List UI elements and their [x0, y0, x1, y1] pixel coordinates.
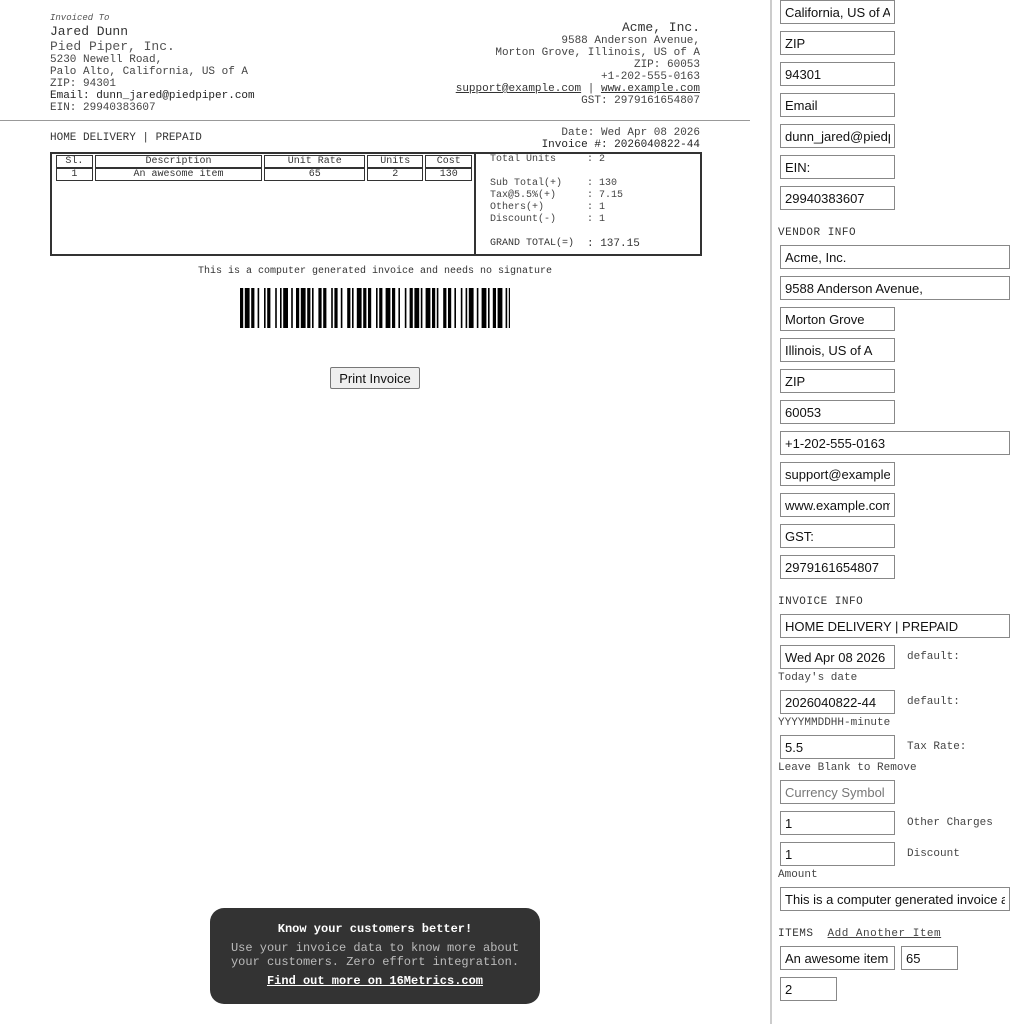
cell-description: An awesome item [95, 168, 263, 181]
col-header-sl: Sl. [56, 155, 93, 168]
grand-total-label: GRAND TOTAL(=) [490, 238, 575, 249]
buyer-address: 5230 Newell Road, [50, 54, 163, 66]
promo-text-2: your customers. Zero effort integration. [230, 955, 520, 969]
col-header-units: Units [367, 155, 423, 168]
date-default-hint: default: [907, 651, 960, 663]
total-units-label: Total Units [490, 154, 557, 165]
cell-sl: 1 [56, 168, 93, 181]
items-table [54, 155, 474, 181]
header-divider [0, 120, 750, 121]
buyer-city-input[interactable] [780, 0, 895, 24]
buyer-city: Palo Alto, California, US of A [50, 66, 249, 78]
buyer-company: Pied Piper, Inc. [50, 39, 175, 54]
invoice-note: This is a computer generated invoice and needs no signature [197, 266, 553, 277]
items-table-area [52, 154, 476, 254]
col-header-unit-rate: Unit Rate [264, 155, 365, 168]
currency-symbol-input[interactable] [780, 780, 895, 804]
buyer-block [50, 12, 255, 114]
delivery-type: HOME DELIVERY | PREPAID [50, 132, 202, 144]
buyer-zip-input[interactable] [780, 62, 895, 86]
subtotal-label: Sub Total(+) [490, 178, 563, 189]
buyer-ein-label-input[interactable] [780, 155, 895, 179]
item-rate-input[interactable] [901, 946, 958, 970]
invoice-date: Date: Wed Apr 08 2026 [561, 127, 700, 139]
buyer-zip-label-input[interactable] [780, 31, 895, 55]
buyer-ein: EIN: 29940383607 [50, 102, 156, 114]
vendor-website-link[interactable]: www.example.com [600, 83, 700, 95]
vendor-address-input[interactable] [780, 276, 1010, 300]
promo-link[interactable]: Find out more on 16Metrics.com [266, 974, 484, 988]
print-invoice-button[interactable]: Print Invoice [330, 367, 420, 389]
vendor-gst: GST: 2979161654807 [581, 95, 700, 107]
buyer-name: Jared Dunn [50, 24, 129, 39]
buyer-ein-input[interactable] [780, 186, 895, 210]
vendor-separator: | [587, 83, 595, 95]
discount-hint: Discount [907, 848, 960, 860]
promo-text-1: Use your invoice data to know more about [230, 941, 520, 955]
item-description-input[interactable] [780, 946, 895, 970]
other-charges-hint: Other Charges [907, 817, 993, 829]
total-units-value: : 2 [587, 154, 606, 165]
others-label: Others(+) [490, 202, 545, 213]
vendor-name-input[interactable] [780, 245, 1010, 269]
vendor-address: 9588 Anderson Avenue, [561, 35, 700, 47]
table-row [56, 168, 472, 181]
vendor-info-heading: VENDOR INFO [778, 227, 857, 239]
invoice-date-input[interactable] [780, 645, 895, 669]
items-heading [778, 928, 941, 940]
vendor-email-input[interactable] [780, 462, 895, 486]
number-format-hint: YYYYMMDDHH-minute [778, 717, 891, 729]
buyer-zip: ZIP: 94301 [50, 78, 117, 90]
vendor-phone-input[interactable] [780, 431, 1010, 455]
vendor-name: Acme, Inc. [621, 20, 700, 35]
add-item-link[interactable]: Add Another Item [827, 928, 942, 940]
vendor-state-input[interactable] [780, 338, 895, 362]
other-charges-input[interactable] [780, 811, 895, 835]
invoice-number-input[interactable] [780, 690, 895, 714]
discount-input[interactable] [780, 842, 895, 866]
tax-rate-hint: Tax Rate: [907, 741, 967, 753]
vendor-website-input[interactable] [780, 493, 895, 517]
barcode-image [240, 288, 510, 328]
discount-amount-hint: Amount [778, 869, 818, 881]
promo-title: Know your customers better! [277, 922, 473, 936]
vendor-city-input[interactable] [780, 307, 895, 331]
vendor-gst-label-input[interactable] [780, 524, 895, 548]
items-heading-label: ITEMS [778, 928, 814, 940]
subtotal-value: : 130 [587, 178, 618, 189]
tax-remove-hint: Leave Blank to Remove [778, 762, 917, 774]
invoiced-to-label: Invoiced To [50, 13, 110, 23]
col-header-cost: Cost [425, 155, 472, 168]
discount-label: Discount(-) [490, 214, 557, 225]
tax-rate-input[interactable] [780, 735, 895, 759]
discount-value: : 1 [587, 214, 606, 225]
invoice-editor-sidebar [770, 0, 1024, 1024]
cell-unit-rate: 65 [264, 168, 365, 181]
vendor-email-link[interactable]: support@example.com [455, 83, 582, 95]
tax-value: : 7.15 [587, 190, 624, 201]
buyer-email-label-input[interactable] [780, 93, 895, 117]
table-header-row [56, 155, 472, 168]
buyer-email-input[interactable] [780, 124, 895, 148]
vendor-zip: ZIP: 60053 [633, 59, 700, 71]
grand-total-value: : 137.15 [587, 238, 640, 250]
vendor-phone: +1-202-555-0163 [600, 71, 700, 83]
col-header-description: Description [95, 155, 263, 168]
date-default-value-hint: Today's date [778, 672, 858, 684]
tax-label: Tax@5.5%(+) [490, 190, 557, 201]
buyer-email: Email: dunn_jared@piedpiper.com [50, 90, 255, 102]
vendor-city: Morton Grove, Illinois, US of A [495, 47, 700, 59]
items-box [50, 152, 702, 256]
invoice-meta [542, 127, 700, 151]
vendor-zip-input[interactable] [780, 400, 895, 424]
delivery-type-input[interactable] [780, 614, 1010, 638]
cell-cost: 130 [425, 168, 472, 181]
others-value: : 1 [587, 202, 606, 213]
invoice-info-heading: INVOICE INFO [778, 596, 864, 608]
number-default-hint: default: [907, 696, 960, 708]
vendor-contact-line [456, 83, 700, 95]
vendor-block [456, 20, 700, 107]
vendor-zip-label-input[interactable] [780, 369, 895, 393]
cell-units: 2 [367, 168, 423, 181]
invoice-note-input[interactable] [780, 887, 1010, 911]
promo-card [210, 908, 540, 1004]
vendor-gst-input[interactable] [780, 555, 895, 579]
invoice-number: Invoice #: 2026040822-44 [541, 139, 700, 151]
item-units-input[interactable] [780, 977, 837, 1001]
